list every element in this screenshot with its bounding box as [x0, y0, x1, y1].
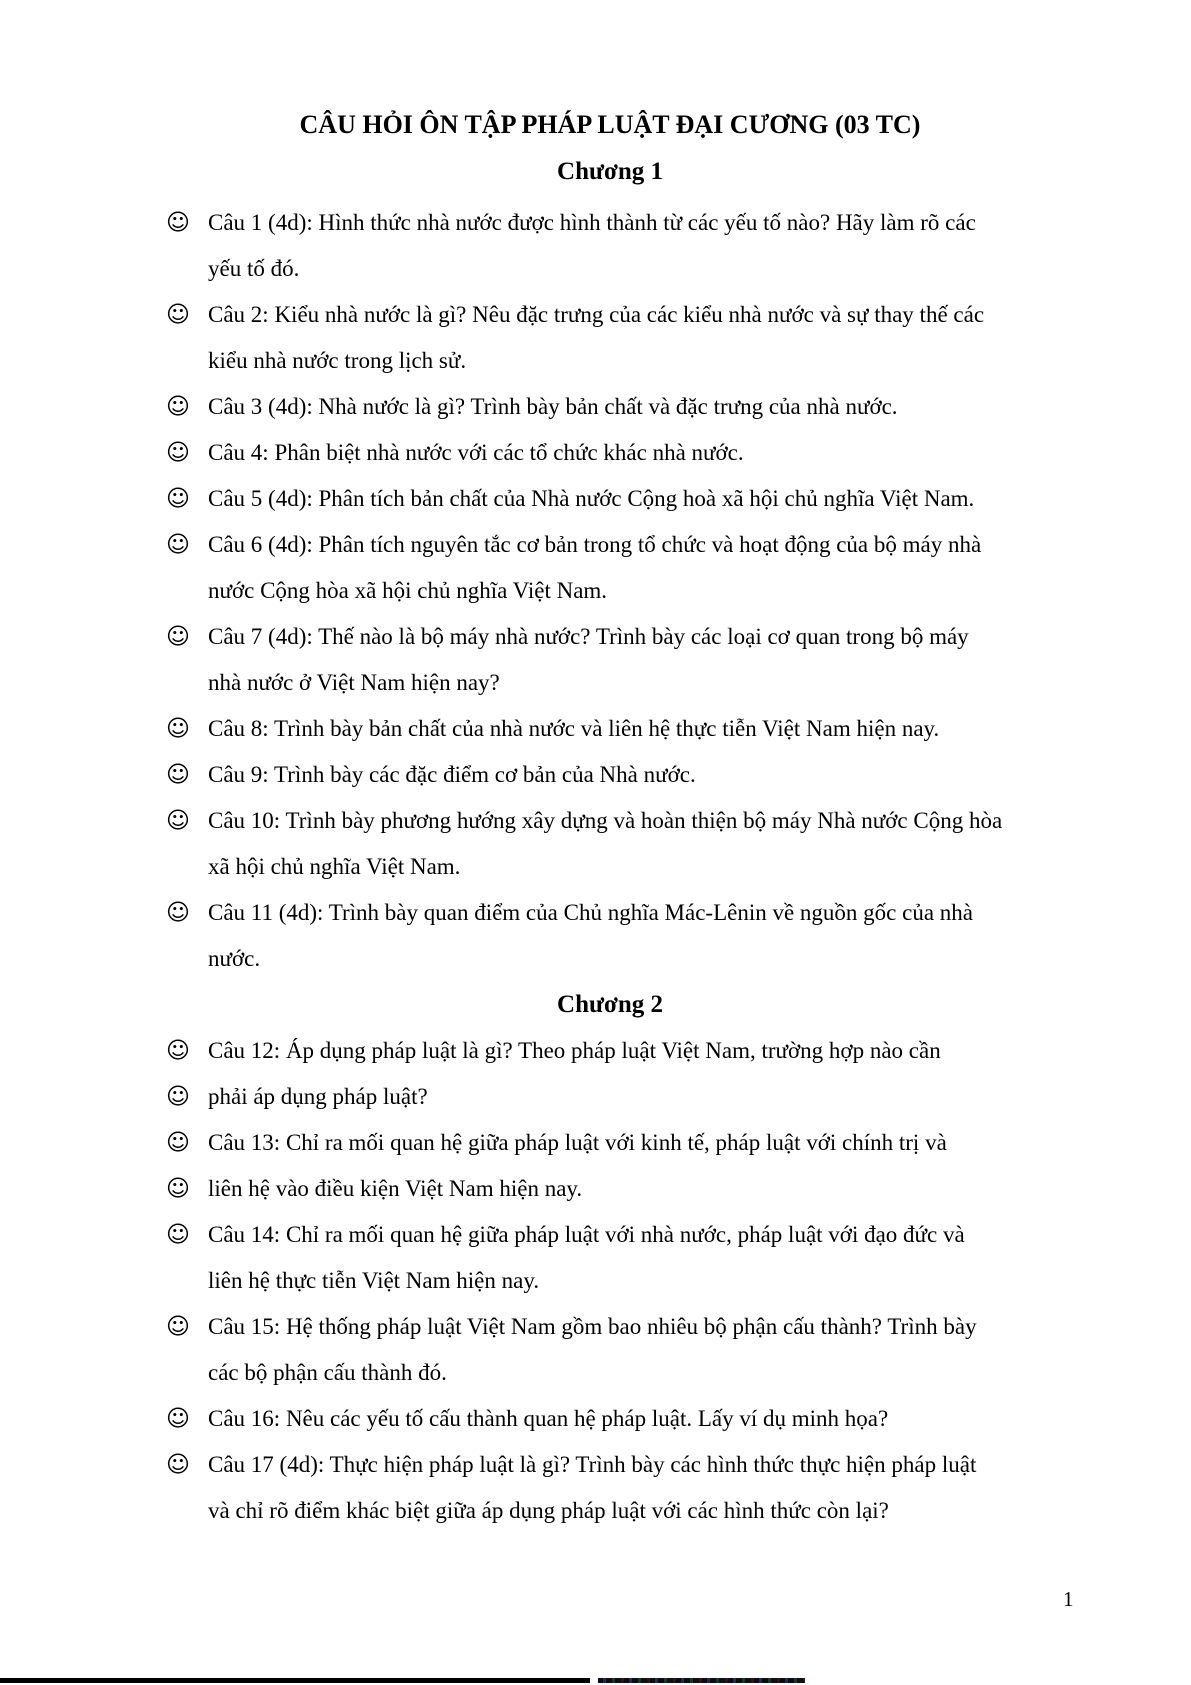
question-text: xã hội chủ nghĩa Việt Nam. [208, 854, 461, 879]
question-line [0, 1396, 1191, 1442]
smiley-bullet-icon: ☺ [166, 623, 190, 650]
smiley-bullet-icon: ☺ [166, 485, 190, 512]
question-line [0, 890, 1191, 936]
question-line [0, 522, 1191, 568]
question-line [0, 1442, 1191, 1488]
question-text: Câu 14: Chỉ ra mối quan hệ giữa pháp luật với nhà nước, pháp luật với đạo đức và [208, 1222, 965, 1247]
question-text: và chỉ rõ điểm khác biệt giữa áp dụng pháp luật với các hình thức còn lại? [208, 1498, 889, 1523]
smiley-bullet-icon: ☺ [166, 301, 190, 328]
question-line [0, 246, 1191, 292]
question-text: nước. [208, 946, 261, 971]
question-text: Câu 13: Chỉ ra mối quan hệ giữa pháp luật với kinh tế, pháp luật với chính trị và [208, 1130, 947, 1155]
question-line [0, 1028, 1191, 1074]
smiley-bullet-icon: ☺ [166, 1405, 190, 1432]
question-text: Câu 5 (4d): Phân tích bản chất của Nhà nước Cộng hoà xã hội chủ nghĩa Việt Nam. [208, 486, 975, 511]
smiley-bullet-icon: ☺ [166, 807, 190, 834]
question-line [0, 384, 1191, 430]
smiley-bullet-icon: ☺ [166, 1175, 190, 1202]
scan-artifact-noise-bar [598, 1678, 805, 1683]
smiley-bullet-icon: ☺ [166, 531, 190, 558]
smiley-bullet-icon: ☺ [166, 1083, 190, 1110]
question-text: liên hệ vào điều kiện Việt Nam hiện nay. [208, 1176, 583, 1201]
page-number: 1 [1063, 1587, 1074, 1611]
question-text: Câu 4: Phân biệt nhà nước với các tổ chức khác nhà nước. [208, 440, 744, 465]
question-text: Câu 11 (4d): Trình bày quan điểm của Chủ nghĩa Mác-Lênin về nguồn gốc của nhà [208, 900, 974, 925]
smiley-bullet-icon: ☺ [166, 1451, 190, 1478]
question-line [0, 660, 1191, 706]
smiley-bullet-icon: ☺ [166, 1221, 190, 1248]
question-line [0, 338, 1191, 384]
question-line [0, 568, 1191, 614]
question-text: Câu 16: Nêu các yếu tố cấu thành quan hệ pháp luật. Lấy ví dụ minh họa? [208, 1406, 889, 1431]
question-line [0, 292, 1191, 338]
question-text: Câu 1 (4d): Hình thức nhà nước được hình thành từ các yếu tố nào? Hãy làm rõ các [208, 210, 976, 235]
scan-artifact-bar [0, 1678, 590, 1683]
smiley-bullet-icon: ☺ [166, 1313, 190, 1340]
question-text: Câu 17 (4d): Thực hiện pháp luật là gì? Trình bày các hình thức thực hiện pháp luật [208, 1452, 977, 1477]
question-line [0, 430, 1191, 476]
question-line [0, 476, 1191, 522]
question-line [0, 936, 1191, 982]
smiley-bullet-icon: ☺ [166, 1129, 190, 1156]
question-text: Câu 7 (4d): Thế nào là bộ máy nhà nước? Trình bày các loại cơ quan trong bộ máy [208, 624, 969, 649]
question-text: các bộ phận cấu thành đó. [208, 1360, 447, 1385]
question-text: Câu 8: Trình bày bản chất của nhà nước và liên hệ thực tiễn Việt Nam hiện nay. [208, 716, 940, 741]
question-text: Câu 10: Trình bày phương hướng xây dựng và hoàn thiện bộ máy Nhà nước Cộng hòa [208, 808, 1003, 833]
question-line [0, 1304, 1191, 1350]
document-title: CÂU HỎI ÔN TẬP PHÁP LUẬT ĐẠI CƯƠNG (03 TC) [299, 110, 921, 139]
question-text: kiểu nhà nước trong lịch sử. [208, 348, 467, 373]
smiley-bullet-icon: ☺ [166, 1037, 190, 1064]
question-text: Câu 12: Áp dụng pháp luật là gì? Theo pháp luật Việt Nam, trường hợp nào cần [208, 1038, 941, 1063]
question-text: nhà nước ở Việt Nam hiện nay? [208, 670, 500, 695]
chapter-1-heading: Chương 1 [557, 158, 663, 185]
question-text: nước Cộng hòa xã hội chủ nghĩa Việt Nam. [208, 578, 608, 603]
question-line [0, 752, 1191, 798]
question-line [0, 1258, 1191, 1304]
question-line [0, 844, 1191, 890]
smiley-bullet-icon: ☺ [166, 439, 190, 466]
question-text: yếu tố đó. [208, 256, 300, 281]
question-text: Câu 6 (4d): Phân tích nguyên tắc cơ bản trong tổ chức và hoạt động của bộ máy nhà [208, 532, 982, 557]
question-text: liên hệ thực tiễn Việt Nam hiện nay. [208, 1268, 540, 1293]
question-text: Câu 3 (4d): Nhà nước là gì? Trình bày bản chất và đặc trưng của nhà nước. [208, 394, 898, 419]
question-line [0, 1212, 1191, 1258]
smiley-bullet-icon: ☺ [166, 899, 190, 926]
question-line [0, 1074, 1191, 1120]
smiley-bullet-icon: ☺ [166, 209, 190, 236]
chapter-2-heading: Chương 2 [557, 991, 663, 1018]
question-text: Câu 9: Trình bày các đặc điểm cơ bản của Nhà nước. [208, 762, 696, 787]
smiley-bullet-icon: ☺ [166, 393, 190, 420]
question-line [0, 200, 1191, 246]
question-line [0, 798, 1191, 844]
smiley-bullet-icon: ☺ [166, 715, 190, 742]
smiley-bullet-icon: ☺ [166, 761, 190, 788]
question-list [0, 200, 1191, 1534]
question-line [0, 706, 1191, 752]
question-line [0, 1120, 1191, 1166]
question-line [0, 1488, 1191, 1534]
question-text: Câu 2: Kiểu nhà nước là gì? Nêu đặc trưng của các kiểu nhà nước và sự thay thế các [208, 302, 985, 327]
question-line [0, 1166, 1191, 1212]
question-line [0, 614, 1191, 660]
question-line [0, 1350, 1191, 1396]
question-text: phải áp dụng pháp luật? [208, 1084, 428, 1109]
question-text: Câu 15: Hệ thống pháp luật Việt Nam gồm bao nhiêu bộ phận cấu thành? Trình bày [208, 1314, 977, 1339]
chapter-2-heading-row [0, 982, 1030, 1028]
